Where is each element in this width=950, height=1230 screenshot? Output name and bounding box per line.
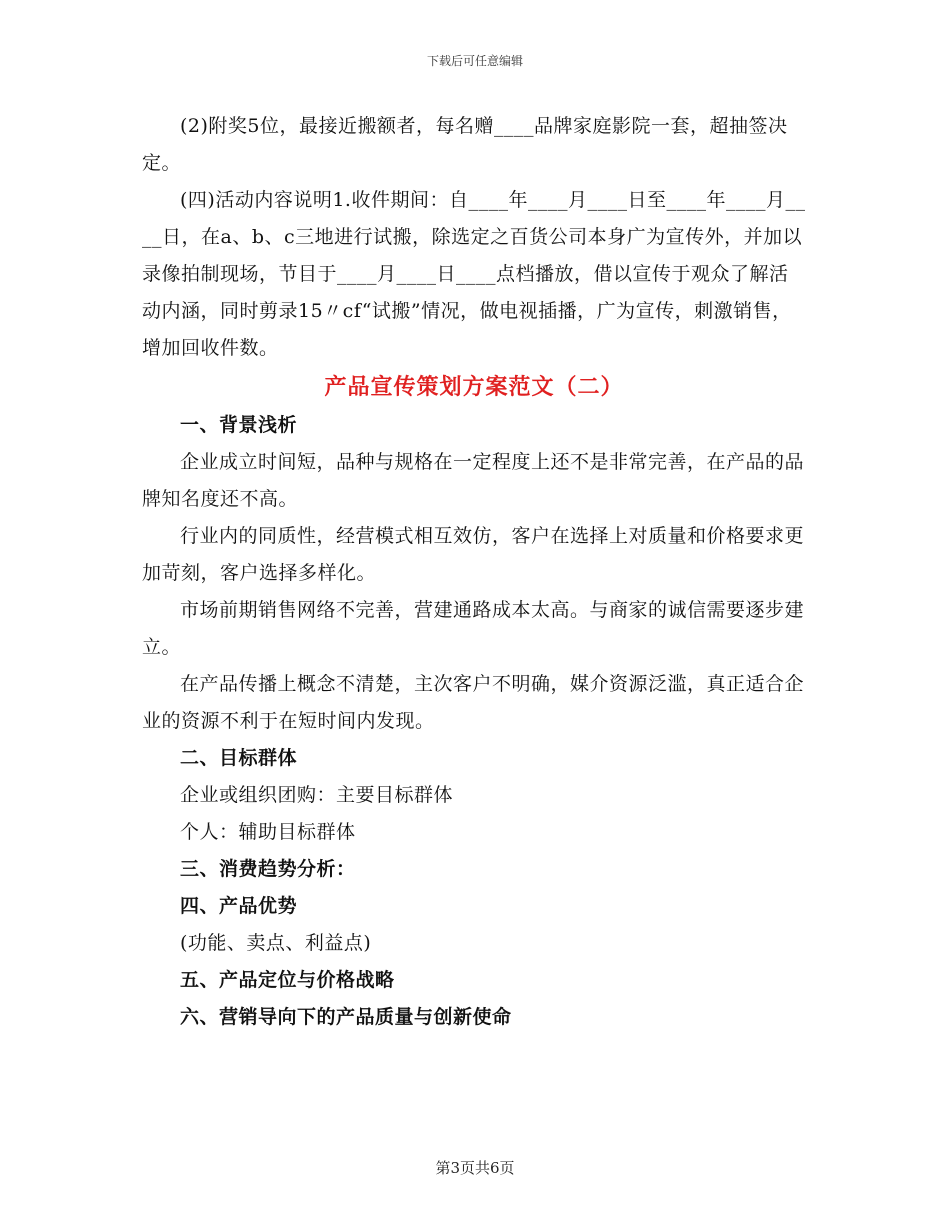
document-body (142, 108, 806, 1036)
section-heading-target-group: 二、目标群体 (180, 747, 298, 769)
paragraph: 企业成立时间短，品种与规格在一定程度上还不是非常完善，在产品的品牌知名度还不高。 (142, 451, 805, 510)
section-heading-product-advantage: 四、产品优势 (180, 895, 298, 917)
page-footer: 第3页共6页 (435, 1159, 515, 1177)
paragraph: 个人：辅助目标群体 (180, 821, 356, 843)
section-heading-consumption-trend: 三、消费趋势分析： (180, 858, 356, 880)
paragraph: (功能、卖点、利益点) (180, 932, 372, 954)
paragraph-activity-description: (四)活动内容说明1.收件期间：自____年____月____日至____年____月____日，在a、b、c三地进行试搬，除选定之百货公司本身广为宣传外，并加以录像拍制现场，节目于____月____日____点档播放，借以宣传于观众了解活动内涵，同时剪录15〃cf“试搬”情况，做电视插播，广为宣传，刺激销售，增加回收件数。 (142, 189, 806, 359)
paragraph: 在产品传播上概念不清楚，主次客户不明确，媒介资源泛滥，真正适合企业的资源不利于在短时间内发现。 (142, 673, 805, 732)
paragraph: 行业内的同质性，经营模式相互效仿，客户在选择上对质量和价格要求更加苛刻，客户选择多样化。 (142, 525, 805, 584)
paragraph: 企业或组织团购：主要目标群体 (180, 784, 454, 806)
section-heading-quality-innovation: 六、营销导向下的产品质量与创新使命 (180, 1006, 512, 1028)
document-title: 产品宣传策划方案范文（二） (324, 374, 624, 400)
paragraph-prize: (2)附奖5位，最接近搬额者，每名赠____品牌家庭影院一套，超抽签决定。 (142, 115, 788, 174)
page-header: 下载后可任意编辑 (426, 54, 523, 68)
paragraph: 市场前期销售网络不完善，营建通路成本太高。与商家的诚信需要逐步建立。 (142, 599, 805, 658)
section-heading-background: 一、背景浅析 (180, 414, 298, 436)
section-heading-positioning-pricing: 五、产品定位与价格战略 (180, 969, 395, 991)
